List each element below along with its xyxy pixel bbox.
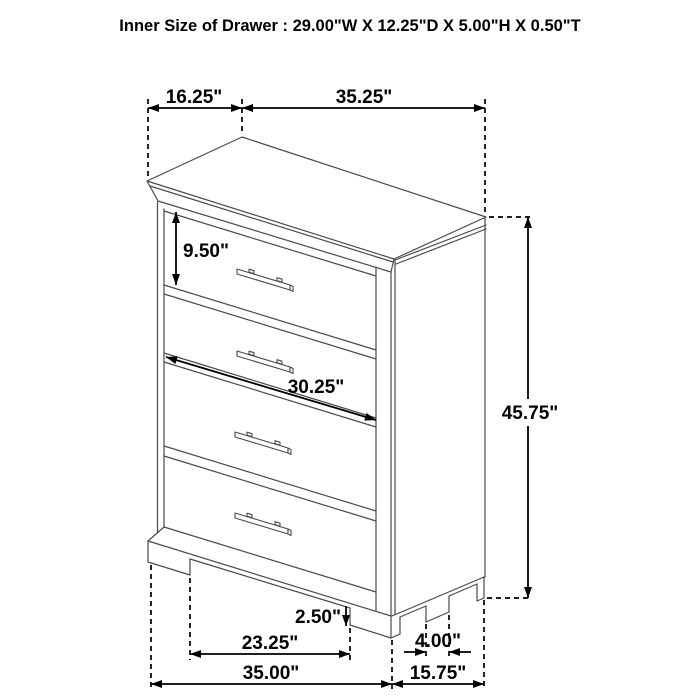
drawer-separators <box>164 285 376 592</box>
label-top-drawer-height: 9.50" <box>183 241 229 262</box>
chest-side-panel <box>391 217 485 638</box>
label-front-foot-spacing: 23.25" <box>241 633 299 654</box>
drawer-handle-2 <box>237 351 293 374</box>
label-foot-height: 2.50" <box>295 607 341 628</box>
label-overall-height: 45.75" <box>501 403 559 424</box>
overall-height-dimension <box>487 217 558 598</box>
diagram-title: Inner Size of Drawer : 29.00"W X 12.25"D X 5.00"H X 0.50"T <box>119 17 581 35</box>
label-top-width: 35.25" <box>335 87 393 108</box>
label-base-width: 35.00" <box>242 663 300 684</box>
front-plinth-and-feet <box>148 527 391 638</box>
drawer-handle-1 <box>237 269 293 292</box>
side-foot-width-dimension <box>404 615 471 660</box>
label-top-depth: 16.25" <box>165 87 223 108</box>
label-drawer-front-width: 30.25" <box>287 377 345 398</box>
chest-front-frame <box>158 202 392 638</box>
label-base-depth: 15.75" <box>409 663 467 684</box>
drawer-handle-4 <box>235 513 291 536</box>
label-side-foot-width: 4.00" <box>415 631 461 652</box>
foot-height-dimension <box>295 606 346 628</box>
drawer-handle-3 <box>235 432 291 455</box>
